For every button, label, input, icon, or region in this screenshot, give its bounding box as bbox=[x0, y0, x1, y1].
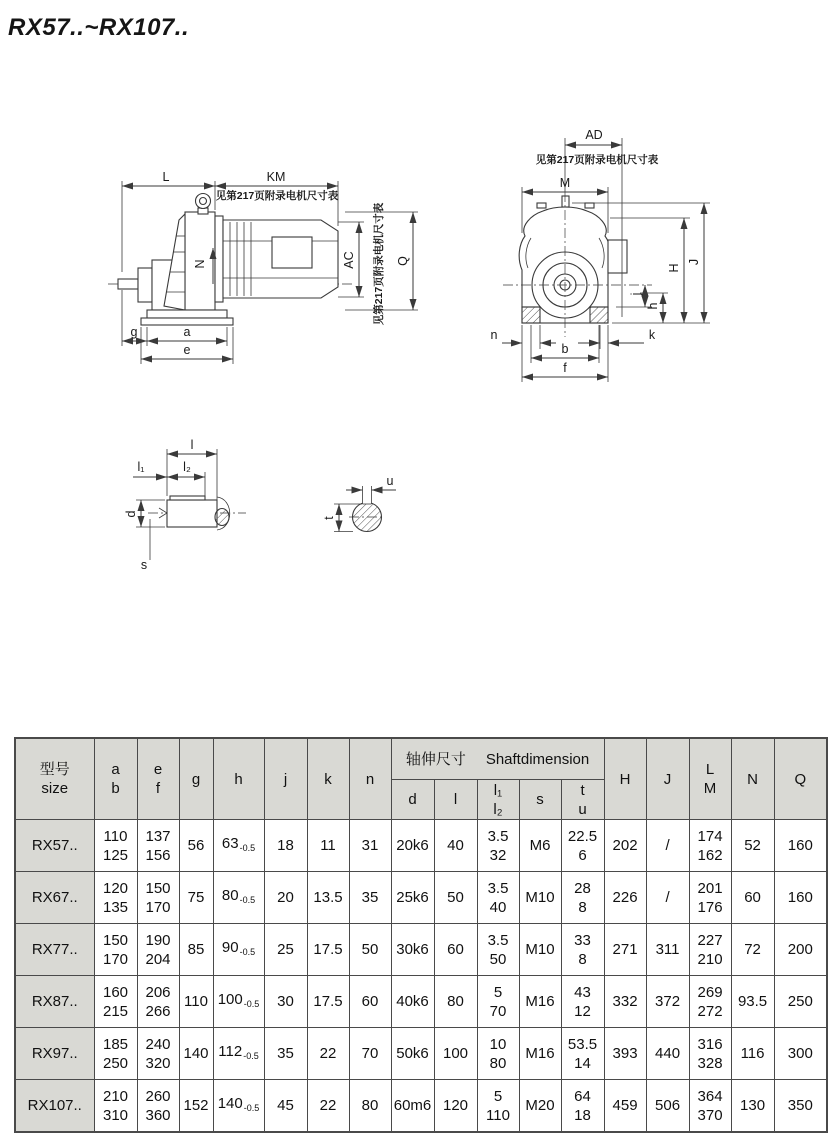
dim-label-M: M bbox=[559, 176, 571, 190]
cell-ef: 190 204 bbox=[137, 924, 179, 976]
cell-ab: 150 170 bbox=[94, 924, 137, 976]
cell-ab: 185 250 bbox=[94, 1028, 137, 1080]
cell-LM: 174 162 bbox=[689, 820, 731, 872]
dim-label-e: e bbox=[183, 343, 191, 357]
cell-h: $100_{-0.5}$ bbox=[213, 976, 264, 1028]
cell-H: 202 bbox=[604, 820, 646, 872]
dim-label-f: f bbox=[563, 361, 567, 375]
header-ab: a b bbox=[94, 738, 137, 820]
dim-label-N: N bbox=[193, 259, 207, 269]
cell-tu: 22.5 6 bbox=[561, 820, 604, 872]
cell-n: 70 bbox=[349, 1028, 391, 1080]
cell-N: 130 bbox=[731, 1080, 774, 1133]
dim-label-d: d bbox=[124, 510, 138, 518]
cell-J: 311 bbox=[646, 924, 689, 976]
motor-note-front: 见第217页附录电机尺寸表 bbox=[535, 154, 659, 166]
cell-Q: 200 bbox=[774, 924, 827, 976]
dim-label-L: L bbox=[162, 170, 170, 184]
cell-d: 20k6 bbox=[391, 820, 434, 872]
cell-k: 11 bbox=[307, 820, 349, 872]
cell-model: RX87.. bbox=[15, 976, 94, 1028]
cell-h: $140_{-0.5}$ bbox=[213, 1080, 264, 1133]
cell-s: M16 bbox=[519, 1028, 561, 1080]
cell-Q: 300 bbox=[774, 1028, 827, 1080]
cell-tu: 64 18 bbox=[561, 1080, 604, 1133]
cell-H: 271 bbox=[604, 924, 646, 976]
header-n: n bbox=[349, 738, 391, 820]
cell-H: 393 bbox=[604, 1028, 646, 1080]
cell-N: 93.5 bbox=[731, 976, 774, 1028]
header-H: H bbox=[604, 738, 646, 820]
dim-label-Q: Q bbox=[396, 256, 410, 266]
table-row bbox=[15, 872, 827, 924]
cell-LM: 269 272 bbox=[689, 976, 731, 1028]
cell-l: 120 bbox=[434, 1080, 477, 1133]
header-s: s bbox=[519, 780, 561, 820]
cell-H: 332 bbox=[604, 976, 646, 1028]
cell-ab: 210 310 bbox=[94, 1080, 137, 1133]
header-g: g bbox=[179, 738, 213, 820]
cell-model: RX57.. bbox=[15, 820, 94, 872]
cell-d: 40k6 bbox=[391, 976, 434, 1028]
header-d: d bbox=[391, 780, 434, 820]
dim-label-J: J bbox=[687, 258, 701, 266]
cell-d: 25k6 bbox=[391, 872, 434, 924]
table-row bbox=[15, 1028, 827, 1080]
header-l: l bbox=[434, 780, 477, 820]
cell-s: M16 bbox=[519, 976, 561, 1028]
dim-label-s: s bbox=[140, 558, 148, 572]
dim-label-n: n bbox=[490, 328, 498, 342]
table-row bbox=[15, 820, 827, 872]
cell-LM: 316 328 bbox=[689, 1028, 731, 1080]
cell-j: 35 bbox=[264, 1028, 307, 1080]
cell-k: 13.5 bbox=[307, 872, 349, 924]
cell-g: 85 bbox=[179, 924, 213, 976]
cell-d: 30k6 bbox=[391, 924, 434, 976]
dim-label-KM: KM bbox=[266, 170, 286, 184]
cell-j: 20 bbox=[264, 872, 307, 924]
cell-h: $112_{-0.5}$ bbox=[213, 1028, 264, 1080]
header-h: h bbox=[213, 738, 264, 820]
dimension-table bbox=[14, 737, 828, 1133]
cell-l1l2: 5 110 bbox=[477, 1080, 519, 1133]
cell-l: 50 bbox=[434, 872, 477, 924]
cell-l: 80 bbox=[434, 976, 477, 1028]
cell-ab: 110 125 bbox=[94, 820, 137, 872]
cell-h: $80_{-0.5}$ bbox=[213, 872, 264, 924]
cell-n: 80 bbox=[349, 1080, 391, 1133]
cell-H: 459 bbox=[604, 1080, 646, 1133]
cell-l: 60 bbox=[434, 924, 477, 976]
cell-N: 72 bbox=[731, 924, 774, 976]
dim-label-l2: l₂ bbox=[183, 460, 191, 474]
dim-label-u: u bbox=[386, 474, 394, 488]
header-l1l2: l₁ l₂ bbox=[477, 780, 519, 820]
header-J: J bbox=[646, 738, 689, 820]
shaft-detail-drawing bbox=[124, 438, 246, 572]
cell-s: M20 bbox=[519, 1080, 561, 1133]
page-title: RX57..~RX107.. bbox=[8, 14, 190, 41]
cell-ef: 150 170 bbox=[137, 872, 179, 924]
table-row bbox=[15, 1080, 827, 1133]
front-view-drawing bbox=[491, 128, 710, 382]
table-row bbox=[15, 924, 827, 976]
cell-g: 110 bbox=[179, 976, 213, 1028]
dim-label-h: h bbox=[646, 302, 660, 310]
dim-label-b: b bbox=[561, 342, 569, 356]
cell-g: 140 bbox=[179, 1028, 213, 1080]
header-model: 型号 size bbox=[15, 738, 94, 820]
cell-g: 75 bbox=[179, 872, 213, 924]
cell-k: 22 bbox=[307, 1028, 349, 1080]
cell-d: 50k6 bbox=[391, 1028, 434, 1080]
dim-label-k: k bbox=[648, 328, 656, 342]
cell-Q: 350 bbox=[774, 1080, 827, 1133]
cell-H: 226 bbox=[604, 872, 646, 924]
cell-J: 440 bbox=[646, 1028, 689, 1080]
dim-label-AD: AD bbox=[585, 128, 603, 142]
header-Q: Q bbox=[774, 738, 827, 820]
table-row bbox=[15, 976, 827, 1028]
cell-Q: 250 bbox=[774, 976, 827, 1028]
cell-model: RX77.. bbox=[15, 924, 94, 976]
cell-n: 50 bbox=[349, 924, 391, 976]
header-ef: e f bbox=[137, 738, 179, 820]
cell-l1l2: 3.5 32 bbox=[477, 820, 519, 872]
cell-J: 372 bbox=[646, 976, 689, 1028]
cell-ef: 206 266 bbox=[137, 976, 179, 1028]
cell-J: / bbox=[646, 820, 689, 872]
cell-k: 17.5 bbox=[307, 924, 349, 976]
side-view-drawing bbox=[108, 170, 418, 364]
cell-N: 60 bbox=[731, 872, 774, 924]
header-shaft-dimension: 轴伸尺寸 Shaftdimension bbox=[391, 738, 604, 780]
cell-l1l2: 3.5 50 bbox=[477, 924, 519, 976]
cell-LM: 227 210 bbox=[689, 924, 731, 976]
shaft-section-drawing bbox=[322, 474, 396, 532]
cell-g: 152 bbox=[179, 1080, 213, 1133]
cell-tu: 43 12 bbox=[561, 976, 604, 1028]
cell-N: 52 bbox=[731, 820, 774, 872]
cell-n: 31 bbox=[349, 820, 391, 872]
header-row-1 bbox=[15, 738, 827, 780]
cell-N: 116 bbox=[731, 1028, 774, 1080]
cell-Q: 160 bbox=[774, 820, 827, 872]
cell-s: M10 bbox=[519, 872, 561, 924]
cell-ab: 160 215 bbox=[94, 976, 137, 1028]
cell-h: $90_{-0.5}$ bbox=[213, 924, 264, 976]
dim-label-a: a bbox=[183, 325, 191, 339]
cell-LM: 364 370 bbox=[689, 1080, 731, 1133]
dim-label-t: t bbox=[322, 516, 336, 520]
cell-Q: 160 bbox=[774, 872, 827, 924]
cell-j: 18 bbox=[264, 820, 307, 872]
cell-l1l2: 5 70 bbox=[477, 976, 519, 1028]
cell-n: 35 bbox=[349, 872, 391, 924]
cell-model: RX107.. bbox=[15, 1080, 94, 1133]
header-LM: L M bbox=[689, 738, 731, 820]
header-j: j bbox=[264, 738, 307, 820]
dim-label-H: H bbox=[667, 263, 681, 273]
cell-l: 100 bbox=[434, 1028, 477, 1080]
technical-drawings bbox=[0, 110, 840, 620]
cell-k: 22 bbox=[307, 1080, 349, 1133]
cell-d: 60m6 bbox=[391, 1080, 434, 1133]
cell-l1l2: 10 80 bbox=[477, 1028, 519, 1080]
dim-label-j: j bbox=[629, 292, 643, 296]
motor-note-vertical: 见第217页附录电机尺寸表 bbox=[373, 202, 385, 326]
cell-ef: 260 360 bbox=[137, 1080, 179, 1133]
cell-s: M6 bbox=[519, 820, 561, 872]
cell-h: $63_{-0.5}$ bbox=[213, 820, 264, 872]
cell-ef: 240 320 bbox=[137, 1028, 179, 1080]
header-k: k bbox=[307, 738, 349, 820]
dim-label-l: l bbox=[190, 438, 194, 452]
cell-ab: 120 135 bbox=[94, 872, 137, 924]
cell-J: / bbox=[646, 872, 689, 924]
dim-label-g: g bbox=[130, 325, 138, 339]
cell-l1l2: 3.5 40 bbox=[477, 872, 519, 924]
cell-LM: 201 176 bbox=[689, 872, 731, 924]
cell-j: 25 bbox=[264, 924, 307, 976]
cell-model: RX97.. bbox=[15, 1028, 94, 1080]
cell-J: 506 bbox=[646, 1080, 689, 1133]
cell-j: 45 bbox=[264, 1080, 307, 1133]
cell-ef: 137 156 bbox=[137, 820, 179, 872]
cell-model: RX67.. bbox=[15, 872, 94, 924]
dim-label-AC: AC bbox=[342, 251, 356, 269]
cell-tu: 28 8 bbox=[561, 872, 604, 924]
cell-s: M10 bbox=[519, 924, 561, 976]
cell-j: 30 bbox=[264, 976, 307, 1028]
motor-note-side: 见第217页附录电机尺寸表 bbox=[215, 190, 339, 202]
cell-k: 17.5 bbox=[307, 976, 349, 1028]
cell-tu: 33 8 bbox=[561, 924, 604, 976]
dim-label-l1: l₁ bbox=[137, 460, 145, 474]
header-tu: t u bbox=[561, 780, 604, 820]
cell-n: 60 bbox=[349, 976, 391, 1028]
cell-g: 56 bbox=[179, 820, 213, 872]
cell-l: 40 bbox=[434, 820, 477, 872]
cell-tu: 53.5 14 bbox=[561, 1028, 604, 1080]
header-N: N bbox=[731, 738, 774, 820]
